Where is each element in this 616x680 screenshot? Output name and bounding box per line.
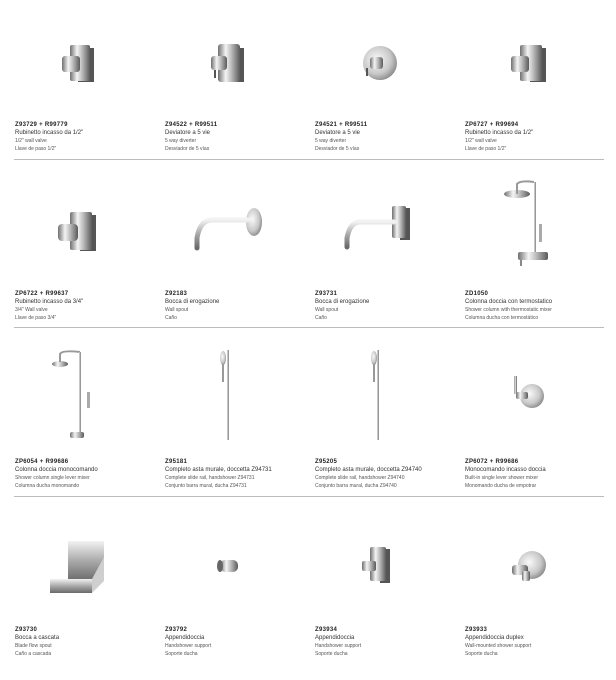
name-en: 3/4" Wall valve	[15, 307, 48, 313]
name-en: Handshower support	[165, 643, 212, 649]
name-en: Complete slide rail, handshower Z94731	[165, 475, 255, 481]
name-it: Appendidoccia duplex	[465, 635, 524, 641]
product-code: Z93934	[315, 627, 338, 633]
name-it: Deviatore a 5 vie	[315, 130, 361, 136]
caption	[465, 121, 605, 153]
name-en: Wall-mounted shower support	[465, 643, 532, 649]
caption	[315, 626, 455, 658]
name-es: Monomando ducha de empotrar	[465, 483, 537, 489]
product-code: Z92183	[165, 291, 188, 297]
slide-rail-icon	[300, 348, 450, 443]
name-it: Completo asta murale, doccetta Z94740	[315, 467, 422, 473]
row-divider	[14, 496, 604, 497]
caption	[165, 458, 305, 490]
shower-column-icon	[0, 342, 150, 447]
caption	[465, 458, 605, 490]
name-es: Soporte ducha	[165, 651, 198, 657]
caption	[15, 121, 155, 153]
name-en: Complete slide rail, handshower Z94740	[315, 475, 405, 481]
name-es: Columna ducha monomando	[15, 483, 80, 489]
caption	[15, 290, 155, 322]
product-code: ZD1050	[465, 291, 489, 297]
name-es: Llave de paso 1/2"	[15, 146, 57, 152]
name-it: Colonna doccia con termostatico	[465, 299, 553, 305]
product-code: Z95181	[165, 459, 188, 465]
row-divider	[14, 327, 604, 328]
name-it: Monocomando incasso doccia	[465, 467, 546, 473]
name-it: Bocca a cascata	[15, 635, 60, 641]
caption	[465, 290, 605, 322]
name-it: Appendidoccia	[315, 635, 355, 641]
name-it: Bocca di erogazione	[165, 299, 220, 305]
caption	[465, 626, 605, 658]
product-code: Z95205	[315, 459, 338, 465]
round-spout-icon	[150, 200, 300, 260]
product-code: ZP6722 + R99637	[15, 291, 69, 297]
name-en: Handshower support	[315, 643, 362, 649]
square-holder-icon	[300, 545, 450, 590]
name-en: Built-in single lever shower mixer	[465, 475, 539, 481]
name-en: 1/2" wall valve	[15, 138, 47, 144]
caption	[165, 290, 305, 322]
product-code: Z93731	[315, 291, 338, 297]
product-code: ZP6072 + R99686	[465, 459, 519, 465]
name-it: Appendidoccia	[165, 635, 205, 641]
product-code: Z93729 + R99779	[15, 122, 68, 128]
name-it: Rubinetto incasso da 1/2"	[15, 130, 84, 136]
name-es: Columna ducha con termostático	[465, 315, 539, 321]
product-code: Z94522 + R99511	[165, 122, 218, 128]
caption	[315, 290, 455, 322]
thermostatic-shower-column-icon	[450, 176, 600, 276]
name-en: Blade flow spout	[15, 643, 52, 649]
name-en: Shower column with thermostatic mixer	[465, 307, 552, 313]
product-code: Z94521 + R99511	[315, 122, 368, 128]
lever-mixer-icon	[450, 372, 600, 417]
product-code: Z93730	[15, 627, 38, 633]
name-it: Bocca di erogazione	[315, 299, 370, 305]
row-divider	[14, 159, 604, 160]
square-spout-icon	[300, 200, 450, 260]
name-it: Completo asta murale, doccetta Z94731	[165, 467, 272, 473]
name-en: 5 way diverter	[315, 138, 347, 144]
slide-rail-icon	[150, 348, 300, 443]
name-es: Conjunto barra mural, ducha Z94731	[165, 483, 247, 489]
name-en: Wall spout	[165, 307, 189, 313]
name-es: Llave de paso 3/4"	[15, 315, 57, 321]
name-es: Caño a cascada	[15, 651, 52, 657]
caption	[15, 458, 155, 490]
handshower-holder-icon	[150, 550, 300, 585]
wall-valve-icon	[450, 40, 600, 90]
product-code: Z93933	[465, 627, 488, 633]
name-es: Caño	[315, 315, 327, 321]
cascade-spout-icon	[0, 535, 150, 595]
caption	[165, 121, 305, 153]
round-diverter-icon	[300, 40, 450, 90]
name-es: Desviador de 5 vías	[315, 146, 360, 152]
wall-valve-icon	[0, 205, 150, 265]
name-es: Desviador de 5 vías	[165, 146, 210, 152]
product-code: ZP6727 + R99694	[465, 122, 519, 128]
diverter-icon	[150, 40, 300, 90]
name-it: Rubinetto incasso da 1/2"	[465, 130, 534, 136]
name-es: Soporte ducha	[465, 651, 498, 657]
name-es: Caño	[165, 315, 177, 321]
product-code: Z93792	[165, 627, 188, 633]
caption	[315, 121, 455, 153]
product-code: ZP6054 + R99686	[15, 459, 69, 465]
name-es: Conjunto barra mural, ducha Z94740	[315, 483, 397, 489]
name-en: Shower column single lever mixer	[15, 475, 90, 481]
wall-valve-icon	[0, 40, 150, 90]
name-en: Wall spout	[315, 307, 339, 313]
name-es: Llave de paso 1/2"	[465, 146, 507, 152]
name-it: Rubinetto incasso da 3/4"	[15, 299, 84, 305]
name-en: 1/2" wall valve	[465, 138, 497, 144]
name-it: Colonna doccia monocomando	[15, 467, 98, 473]
name-it: Deviatore a 5 vie	[165, 130, 211, 136]
caption	[315, 458, 455, 490]
caption	[15, 626, 155, 658]
caption	[165, 626, 305, 658]
name-en: 5 way diverter	[165, 138, 197, 144]
duplex-holder-icon	[450, 545, 600, 590]
name-es: Soporte ducha	[315, 651, 348, 657]
